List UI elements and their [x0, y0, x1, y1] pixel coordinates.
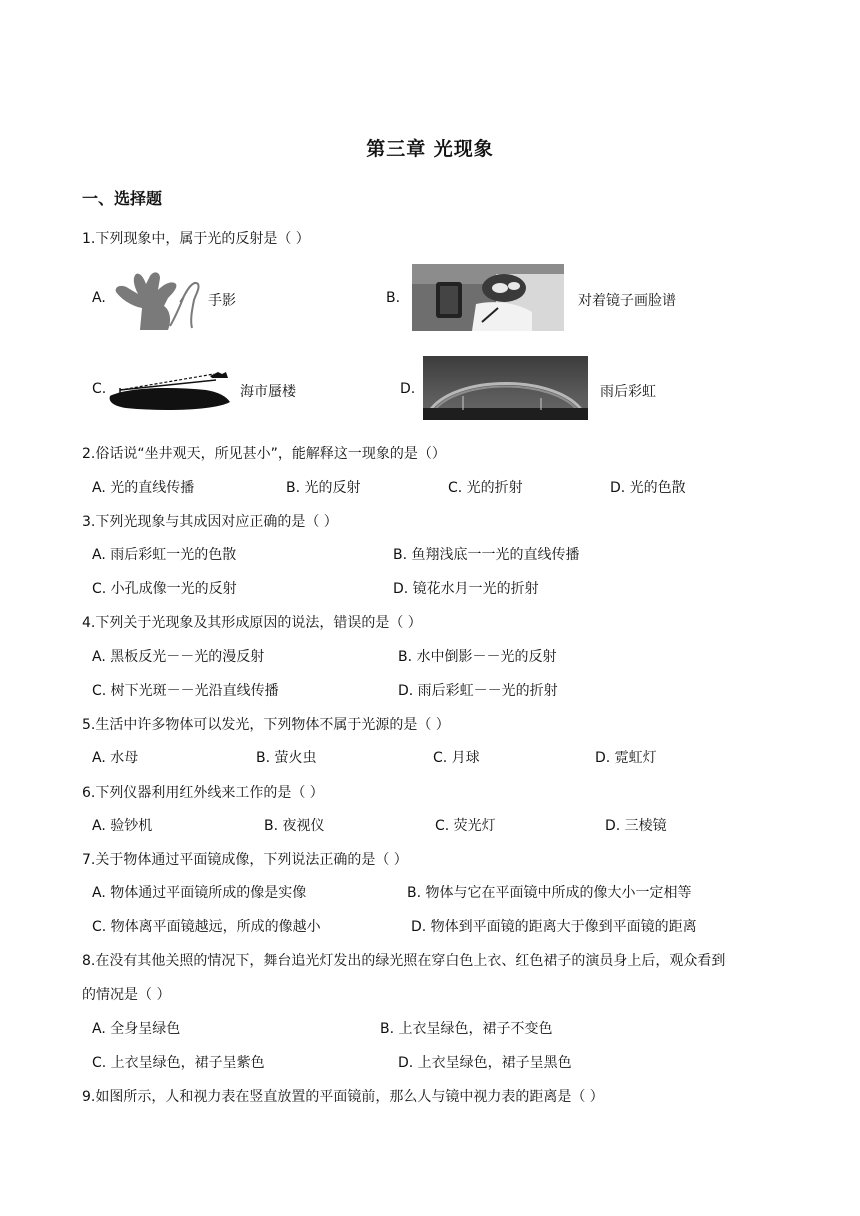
q5-option-c: C. 月球 — [433, 750, 480, 766]
question-9: 9.如图所示，人和视力表在竖直放置的平面镜前，那么人与镜中视力表的距离是（ ） — [82, 1089, 604, 1105]
q2-option-a: A. 光的直线传播 — [92, 480, 195, 496]
q6-option-c: C. 荧光灯 — [435, 818, 496, 834]
page-title: 第三章 光现象 — [366, 138, 494, 160]
q1-option-b-letter: B. — [386, 290, 401, 306]
q5-option-a: A. 水母 — [92, 750, 139, 766]
q4-option-b: B. 水中倒影－－光的反射 — [398, 649, 557, 665]
q1-option-d-caption: 雨后彩虹 — [600, 384, 656, 400]
q1-option-b-caption: 对着镜子画脸谱 — [578, 293, 676, 309]
q4-option-a: A. 黑板反光－－光的漫反射 — [92, 649, 265, 665]
q3-option-c: C. 小孔成像一光的反射 — [92, 581, 237, 597]
section-heading: 一、选择题 — [82, 189, 163, 208]
question-2: 2.俗话说“坐井观天，所见甚小”，能解释这一现象的是（） — [82, 446, 446, 462]
q7-option-d: D. 物体到平面镜的距离大于像到平面镜的距离 — [411, 919, 697, 935]
question-4: 4.下列关于光现象及其形成原因的说法，错误的是（ ） — [82, 615, 422, 631]
hand-shadow-image — [110, 266, 202, 332]
q3-option-b: B. 鱼翔浅底一一光的直线传播 — [393, 547, 580, 563]
q5-option-d: D. 霓虹灯 — [595, 750, 657, 766]
q2-option-d: D. 光的色散 — [610, 480, 686, 496]
q1-option-a-caption: 手影 — [208, 293, 236, 309]
q1-option-c-letter: C. — [92, 381, 107, 397]
q7-option-c: C. 物体离平面镜越远，所成的像越小 — [92, 919, 321, 935]
q3-option-d: D. 镜花水月一光的折射 — [393, 581, 539, 597]
question-7: 7.关于物体通过平面镜成像，下列说法正确的是（ ） — [82, 852, 408, 868]
q7-option-a: A. 物体通过平面镜所成的像是实像 — [92, 885, 307, 901]
q5-option-b: B. 萤火虫 — [256, 750, 317, 766]
q7-option-b: B. 物体与它在平面镜中所成的像大小一定相等 — [407, 885, 692, 901]
q4-option-d: D. 雨后彩虹－－光的折射 — [398, 683, 558, 699]
question-6: 6.下列仪器利用红外线来工作的是（ ） — [82, 785, 324, 801]
question-1: 1.下列现象中，属于光的反射是（ ） — [82, 231, 310, 247]
q8-option-b: B. 上衣呈绿色，裙子不变色 — [380, 1021, 553, 1037]
question-8-line-1: 8.在没有其他关照的情况下，舞台追光灯发出的绿光照在穿白色上衣、红色裙子的演员身上后，观众看到 — [82, 953, 726, 969]
q2-option-b: B. 光的反射 — [286, 480, 361, 496]
mirage-diagram — [106, 366, 234, 414]
mirror-facepaint-photo — [412, 264, 564, 331]
q8-option-c: C. 上衣呈绿色，裙子呈紫色 — [92, 1055, 265, 1071]
rainbow-photo — [423, 356, 588, 420]
question-8-line-2: 的情况是（ ） — [82, 987, 171, 1003]
q6-option-d: D. 三棱镜 — [605, 818, 667, 834]
q1-option-c-caption: 海市蜃楼 — [240, 384, 296, 400]
question-3: 3.下列光现象与其成因对应正确的是（ ） — [82, 514, 338, 530]
q6-option-a: A. 验钞机 — [92, 818, 153, 834]
q6-option-b: B. 夜视仪 — [264, 818, 325, 834]
q2-option-c: C. 光的折射 — [448, 480, 523, 496]
q1-option-a-letter: A. — [92, 290, 106, 306]
q1-option-d-letter: D. — [400, 381, 416, 397]
q8-option-a: A. 全身呈绿色 — [92, 1021, 181, 1037]
q8-option-d: D. 上衣呈绿色，裙子呈黑色 — [398, 1055, 572, 1071]
q4-option-c: C. 树下光斑－－光沿直线传播 — [92, 683, 279, 699]
q3-option-a: A. 雨后彩虹一光的色散 — [92, 547, 237, 563]
question-5: 5.生活中许多物体可以发光，下列物体不属于光源的是（ ） — [82, 717, 450, 733]
